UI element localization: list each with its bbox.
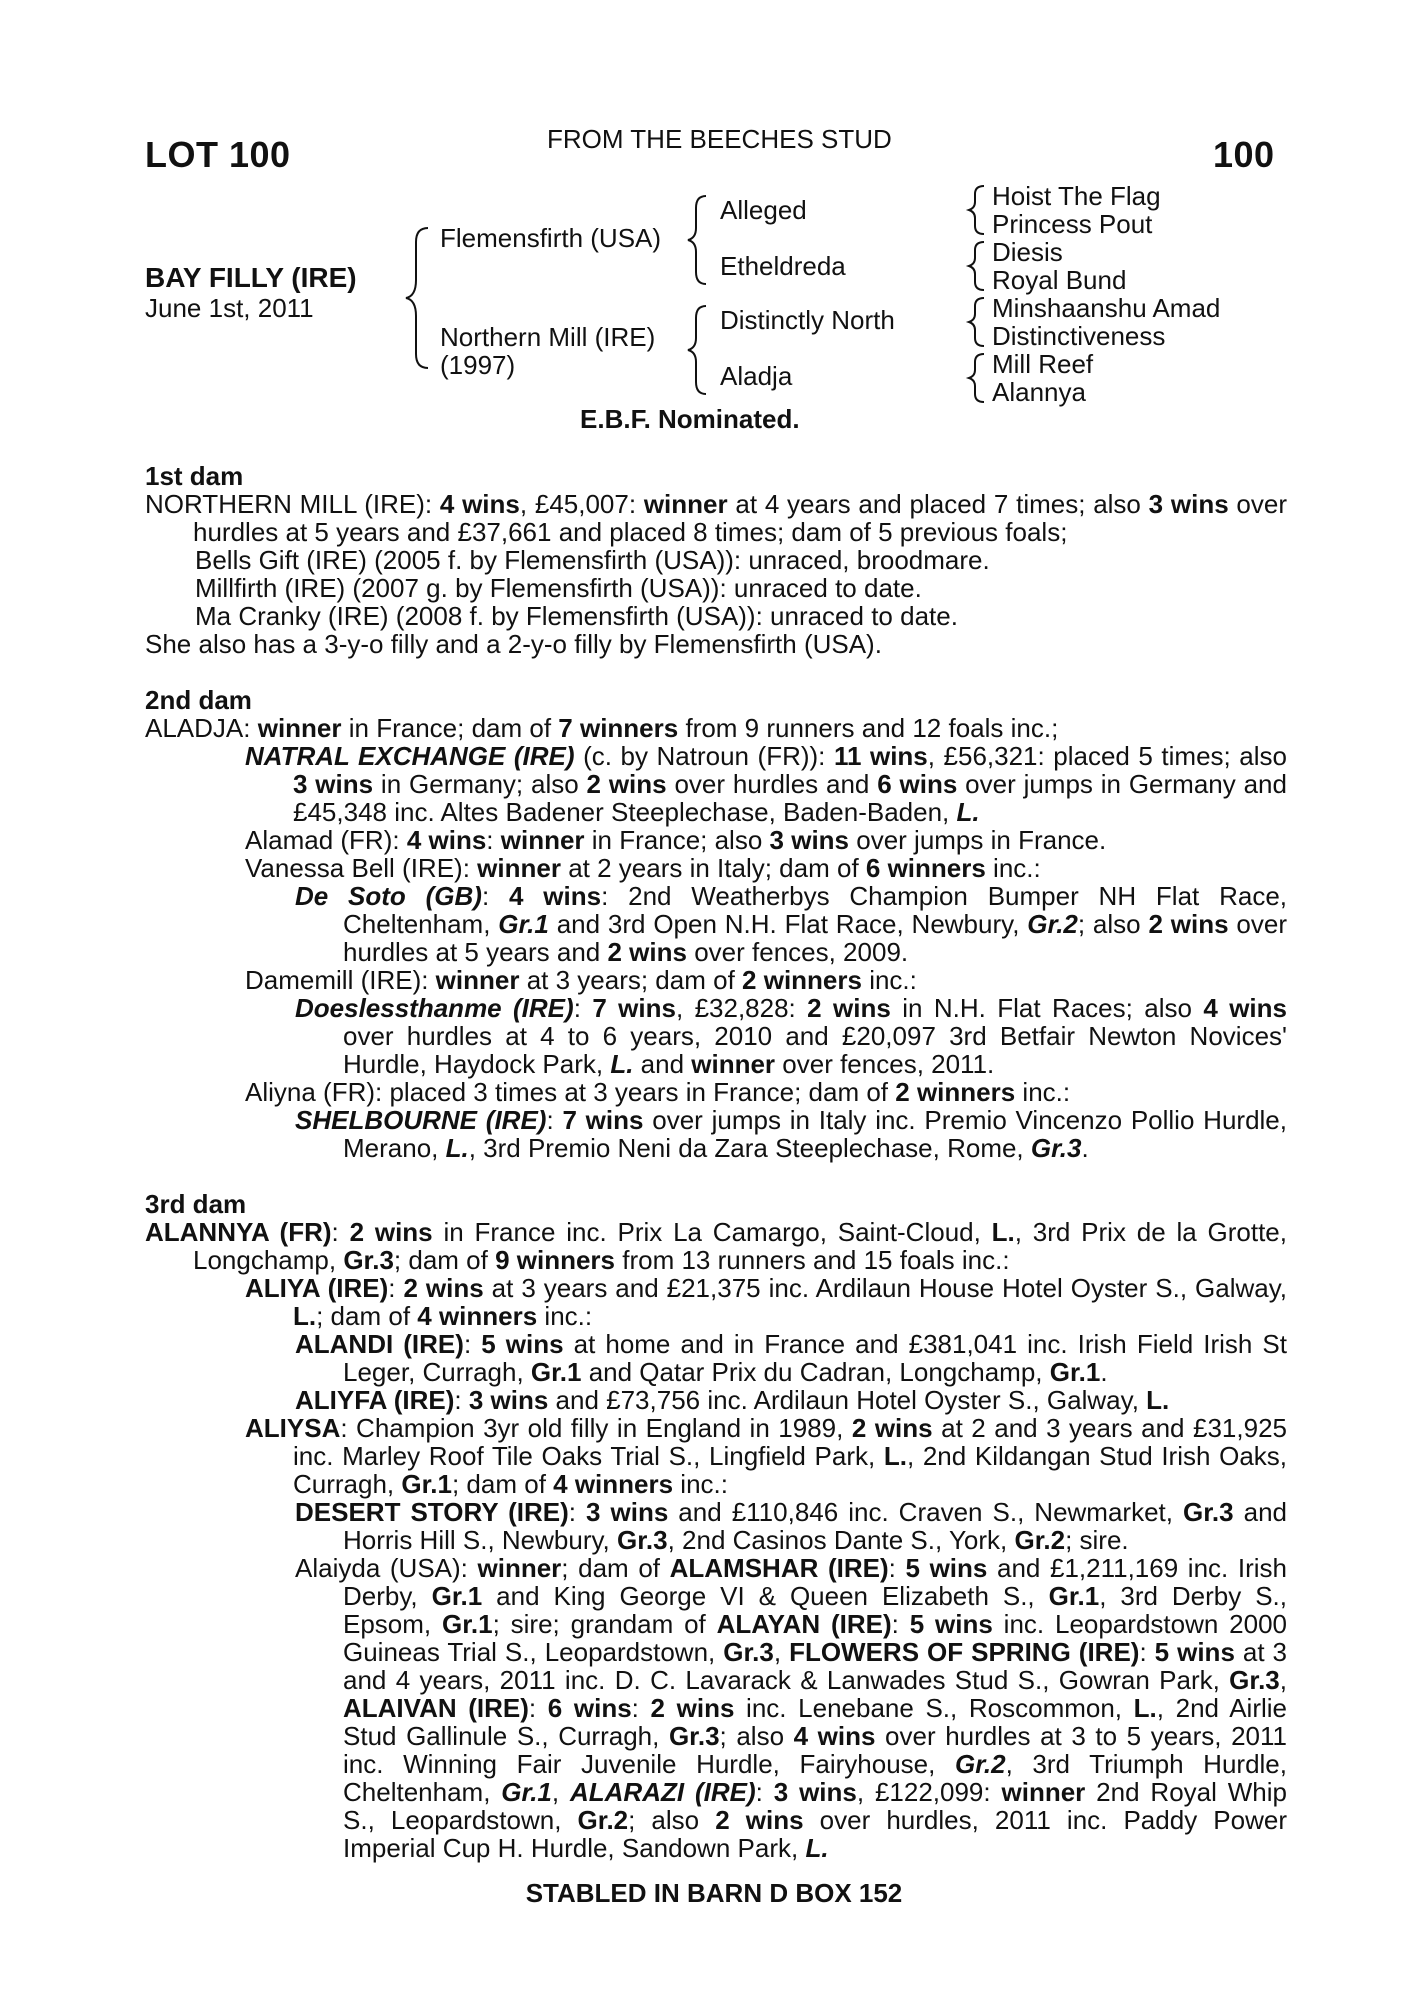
horse-name: BAY FILLY (IRE) <box>145 262 357 293</box>
ebf-nominated: E.B.F. Nominated. <box>580 404 800 434</box>
second-dam-entry: ALADJA: winner in France; dam of 7 winners from 9 runners and 12 foals inc.; <box>145 713 1059 743</box>
produce-entry: SHELBOURNE (IRE): 7 wins over jumps in Italy inc. Premio Vincenzo Pollio Hurdle, Merano, L., 3rd Premio Neni da Zara Steeplechase, Rome, Gr.3. <box>295 1105 1287 1163</box>
consignor: FROM THE BEECHES STUD <box>547 124 892 154</box>
produce-entry: ALIYFA (IRE): 3 wins and £73,756 inc. Ardilaun Hotel Oyster S., Galway, L. <box>295 1385 1170 1415</box>
section-heading-1st-dam: 1st dam <box>145 461 244 491</box>
lot-number: 100 <box>1213 134 1275 175</box>
sire-dam: Etheldreda <box>720 251 846 281</box>
produce-entry: DESERT STORY (IRE): 3 wins and £110,846 inc. Craven S., Newmarket, Gr.3 and Horris Hill S., Newbury, Gr.3, 2nd Casinos Dante S., York, Gr.2; sire. <box>295 1497 1287 1555</box>
dam-year: (1997) <box>440 350 516 380</box>
gen3-1: Hoist The Flag <box>992 181 1161 211</box>
gen3-3: Diesis <box>992 237 1063 267</box>
produce-entry: De Soto (GB): 4 wins: 2nd Weatherbys Champion Bumper NH Flat Race, Cheltenham, Gr.1 and 3rd Open N.H. Flat Race, Newbury, Gr.2; also 2 wins over hurdles at 5 years and 2 wins over fences, 2009. <box>295 881 1287 967</box>
produce-entry: Damemill (IRE): winner at 3 years; dam of 2 winners inc.: <box>245 965 917 995</box>
gen3-2: Princess Pout <box>992 209 1153 239</box>
gen3-4: Royal Bund <box>992 265 1127 295</box>
sire-sire: Alleged <box>720 195 807 225</box>
produce-entry: Alaiyda (USA): winner; dam of ALAMSHAR (IRE): 5 wins and £1,211,169 inc. Irish Derby, Gr.1 and King George VI & Queen Elizabeth S., Gr.1, 3rd Derby S., Epsom, Gr.1; sire; grandam of ALAYAN (IRE): 5 wins inc. Leopardstown 2000 Guineas Trial S., Leopardstown, Gr.3, FLOWERS OF SPRING (IRE): 5 wins at 3 and 4 years, 2011 inc. D. C. Lavarack & Lanwades Stud S., Gowran Park, Gr.3, ALAIVAN (IRE): 6 wins: 2 wins inc. Lenebane S., Roscommon, L., 2nd Airlie Stud Gallinule S., Curragh, Gr.3; also 4 wins over hurdles at 3 to 5 years, 2011 inc. Winning Fair Juvenile Hurdle, Fairyhouse, Gr.2, 3rd Triumph Hurdle, Cheltenham, Gr.1, ALARAZI (IRE): 3 wins, £122,099: winner 2nd Royal Whip S., Leopardstown, Gr.2; also 2 wins over hurdles, 2011 inc. Paddy Power Imperial Cup H. Hurdle, Sandown Park, L. <box>295 1553 1288 1863</box>
first-dam-entry: NORTHERN MILL (IRE): 4 wins, £45,007: winner at 4 years and placed 7 times; also 3 wins over hurdles at 5 years and £37,661 and placed 8 times; dam of 5 previous foals; <box>145 489 1288 547</box>
dam-sire: Distinctly North <box>720 305 895 335</box>
gen3-6: Distinctiveness <box>992 321 1166 351</box>
third-dam-entry: ALANNYA (FR): 2 wins in France inc. Prix La Camargo, Saint-Cloud, L., 3rd Prix de la Grotte, Longchamp, Gr.3; dam of 9 winners from 13 runners and 15 foals inc.: <box>145 1217 1287 1275</box>
section-heading-2nd-dam: 2nd dam <box>145 685 252 715</box>
gen3-7: Mill Reef <box>992 349 1094 379</box>
produce-entry: Aliyna (FR): placed 3 times at 3 years in France; dam of 2 winners inc.: <box>245 1077 1071 1107</box>
produce-entry: Ma Cranky (IRE) (2008 f. by Flemensfirth (USA)): unraced to date. <box>195 601 958 631</box>
produce-entry: Alamad (FR): 4 wins: winner in France; also 3 wins over jumps in France. <box>245 825 1107 855</box>
dam: Northern Mill (IRE) <box>440 322 656 352</box>
sire: Flemensfirth (USA) <box>440 223 662 253</box>
pedigree-braces <box>0 0 1428 420</box>
produce-entry: ALIYSA: Champion 3yr old filly in England in 1989, 2 wins at 2 and 3 years and £31,925 inc. Marley Roof Tile Oaks Trial S., Lingfield Park, L., 2nd Kildangan Stud Irish Oaks, Curragh, Gr.1; dam of 4 winners inc.: <box>245 1413 1287 1499</box>
gen3-5: Minshaanshu Amad <box>992 293 1221 323</box>
foaling-date: June 1st, 2011 <box>145 293 314 323</box>
produce-entry: Vanessa Bell (IRE): winner at 2 years in Italy; dam of 6 winners inc.: <box>245 853 1041 883</box>
produce-entry: Doeslessthanme (IRE): 7 wins, £32,828: 2 wins in N.H. Flat Races; also 4 wins over hurdles at 4 to 6 years, 2010 and £20,097 3rd Betfair Newton Novices' Hurdle, Haydock Park, L. and winner over fences, 2011. <box>295 993 1287 1079</box>
section-heading-3rd-dam: 3rd dam <box>145 1189 247 1219</box>
gen3-8: Alannya <box>992 377 1086 407</box>
produce-entry: ALIYA (IRE): 2 wins at 3 years and £21,375 inc. Ardilaun House Hotel Oyster S., Galway, L.; dam of 4 winners inc.: <box>245 1273 1287 1331</box>
produce-entry: ALANDI (IRE): 5 wins at home and in France and £381,041 inc. Irish Field Irish St Leger, Curragh, Gr.1 and Qatar Prix du Cadran, Longchamp, Gr.1. <box>295 1329 1287 1387</box>
catalogue-body <box>145 462 1287 1862</box>
produce-entry: NATRAL EXCHANGE (IRE) (c. by Natroun (FR)): 11 wins, £56,321: placed 5 times; also 3 wins in Germany; also 2 wins over hurdles and 6 wins over jumps in Germany and £45,348 inc. Altes Badener Steeplechase, Baden-Baden, L. <box>245 741 1287 827</box>
lot-label: LOT 100 <box>145 134 291 175</box>
produce-note: She also has a 3-y-o filly and a 2-y-o filly by Flemensfirth (USA). <box>145 629 882 659</box>
produce-entry: Bells Gift (IRE) (2005 f. by Flemensfirth (USA)): unraced, broodmare. <box>195 545 990 575</box>
stabling-info: STABLED IN BARN D BOX 152 <box>525 1878 903 1908</box>
dam-dam: Aladja <box>720 361 793 391</box>
produce-entry: Millfirth (IRE) (2007 g. by Flemensfirth (USA)): unraced to date. <box>195 573 922 603</box>
